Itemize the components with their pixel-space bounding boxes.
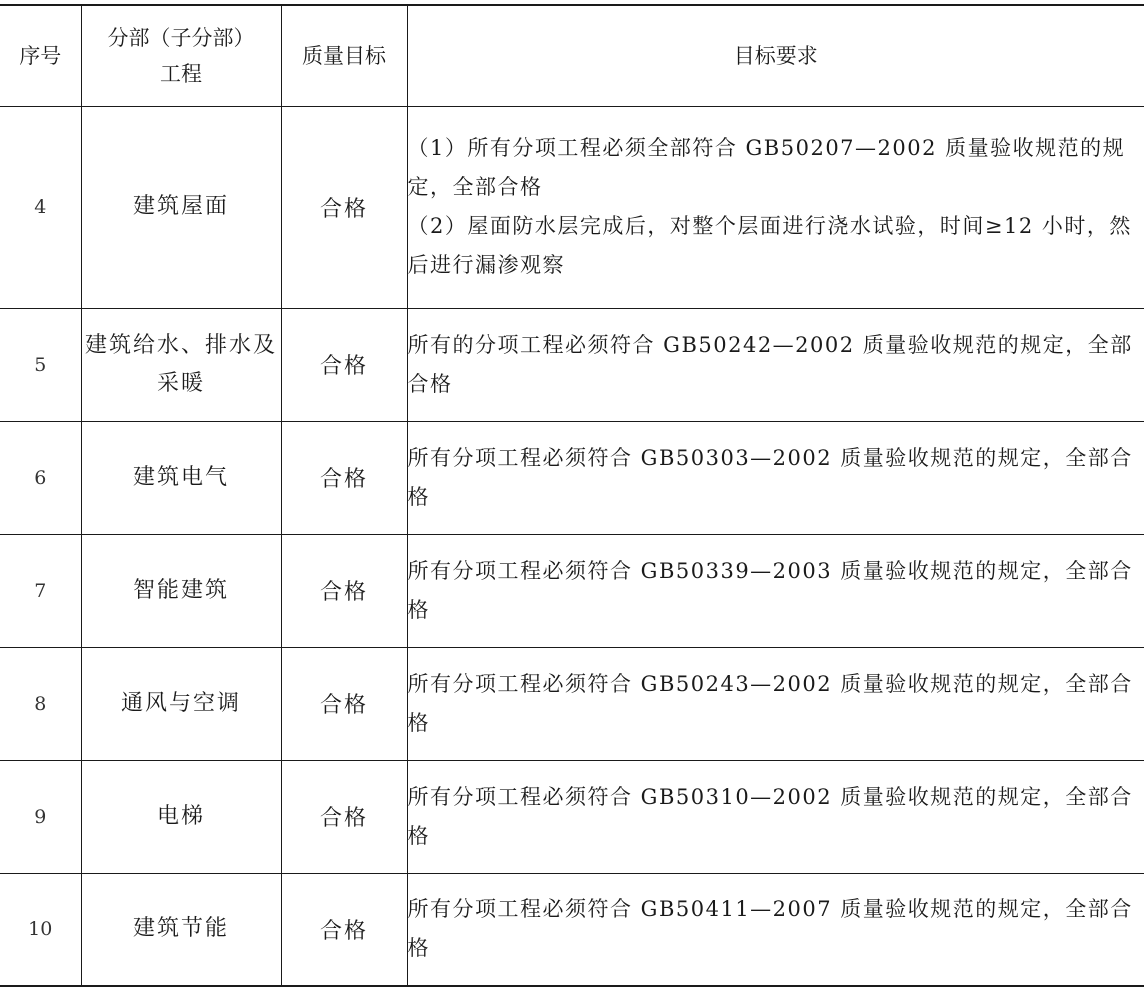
row-requirement	[407, 647, 1144, 760]
row-requirement	[407, 421, 1144, 534]
requirement-item: （2）屋面防水层完成后，对整个层面进行浇水试验，时间≥12 小时，然后进行漏渗观察	[407, 214, 1132, 277]
row-serial-number: 7	[0, 534, 81, 647]
row-serial-number: 4	[0, 106, 81, 308]
row-quality-target: 合格	[281, 873, 407, 986]
table-header	[0, 5, 1144, 106]
row-serial-number: 5	[0, 308, 81, 421]
header-quality-target: 质量目标	[281, 5, 407, 106]
requirement-item: 所有分项工程必须符合 GB50303—2002 质量验收规范的规定，全部合格	[407, 445, 1133, 509]
requirement-item: 所有分项工程必须符合 GB50243—2002 质量验收规范的规定，全部合格	[407, 671, 1133, 735]
row-quality-target: 合格	[281, 421, 407, 534]
row-sub-project: 电梯	[81, 760, 281, 873]
row-serial-number: 10	[0, 873, 81, 986]
requirement-item: 所有分项工程必须符合 GB50339—2003 质量验收规范的规定，全部合格	[407, 558, 1133, 622]
table-row	[0, 421, 1144, 534]
table-row	[0, 106, 1144, 308]
table-row	[0, 647, 1144, 760]
row-quality-target: 合格	[281, 106, 407, 308]
table-row	[0, 873, 1144, 986]
quality-target-table	[0, 4, 1144, 987]
requirement-item: （1）所有分项工程必须全部符合 GB50207—2002 质量验收规范的规定，全部合格	[407, 136, 1126, 199]
header-serial-number: 序号	[0, 5, 81, 106]
row-quality-target: 合格	[281, 760, 407, 873]
row-quality-target: 合格	[281, 308, 407, 421]
row-sub-project: 智能建筑	[81, 534, 281, 647]
requirement-item: 所有分项工程必须符合 GB50411—2007 质量验收规范的规定，全部合格	[407, 897, 1133, 961]
table-body	[0, 106, 1144, 986]
row-requirement	[407, 873, 1144, 986]
table-row	[0, 534, 1144, 647]
row-requirement	[407, 760, 1144, 873]
header-sub-project-line2: 工程	[160, 61, 202, 86]
header-sub-project-line1: 分部（子分部）	[107, 25, 255, 50]
row-quality-target: 合格	[281, 647, 407, 760]
row-sub-project: 建筑电气	[81, 421, 281, 534]
requirement-item: 所有的分项工程必须符合 GB50242—2002 质量验收规范的规定，全部合格	[407, 332, 1133, 396]
row-sub-project: 建筑屋面	[81, 106, 281, 308]
row-requirement	[407, 308, 1144, 421]
header-row	[0, 5, 1144, 106]
row-sub-project: 建筑给水、排水及采暖	[81, 308, 281, 421]
row-sub-project: 建筑节能	[81, 873, 281, 986]
requirement-item: 所有分项工程必须符合 GB50310—2002 质量验收规范的规定，全部合格	[407, 784, 1133, 848]
row-serial-number: 9	[0, 760, 81, 873]
row-serial-number: 6	[0, 421, 81, 534]
table-row	[0, 760, 1144, 873]
row-requirement	[407, 534, 1144, 647]
header-sub-project	[81, 5, 281, 106]
row-quality-target: 合格	[281, 534, 407, 647]
row-serial-number: 8	[0, 647, 81, 760]
header-target-requirement: 目标要求	[407, 5, 1144, 106]
row-sub-project: 通风与空调	[81, 647, 281, 760]
table-row	[0, 308, 1144, 421]
row-requirement	[407, 106, 1144, 308]
